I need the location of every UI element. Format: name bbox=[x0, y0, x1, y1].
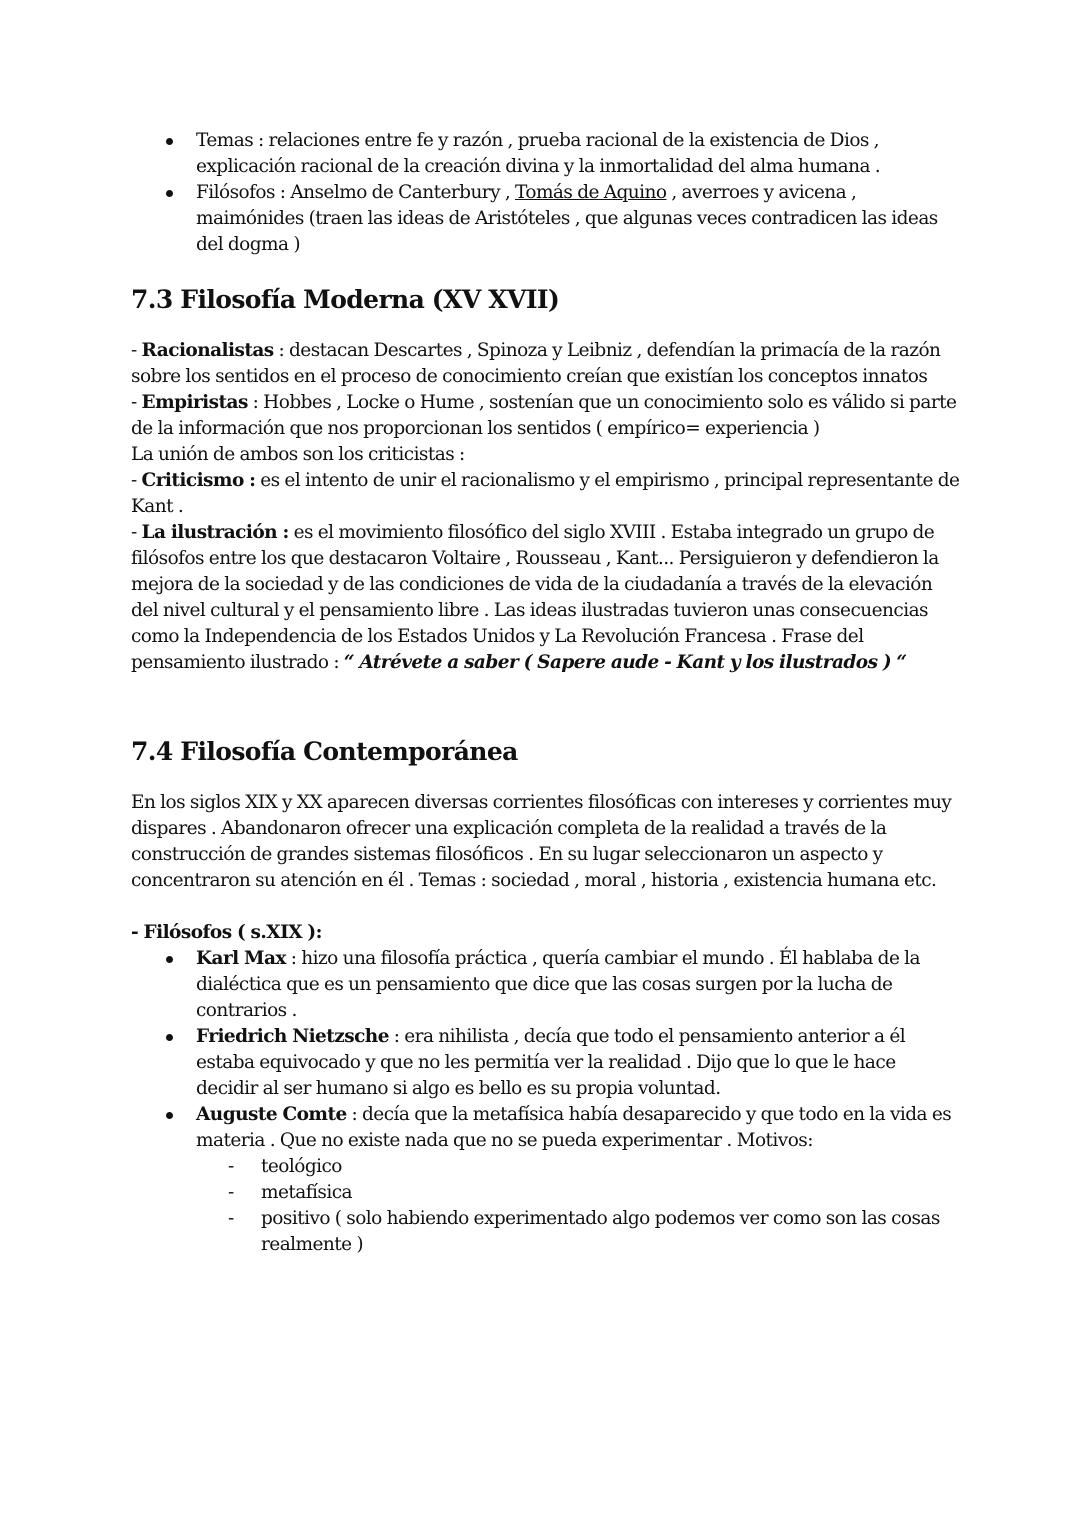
filosofo-name: Auguste Comte bbox=[196, 1104, 347, 1125]
contemporanea-intro: En los siglos XIX y XX aparecen diversas corrientes filosóficas con intereses y corrientes muy dispares . Abandonaron ofrecer una explicación completa de la realidad a través de la construcción de grandes sistemas filosóficos . En su lugar seleccionaron un aspecto y concentraron su atención en él . Temas : sociedad , moral , historia , existencia humana etc. bbox=[131, 792, 952, 891]
document-page bbox=[131, 128, 961, 1258]
criticismo-term: Criticismo : bbox=[141, 470, 256, 491]
motivos-list bbox=[196, 1154, 961, 1258]
ilustracion-text: es el movimiento filosófico del siglo XVIII . Estaba integrado un grupo de filósofos entre los que destacaron Voltaire , Rousseau , Kant... Persiguieron y defendieron la mejora de la sociedad y de las condiciones de vida de la ciudadanía a través de la elevación del nivel cultural y el pensamiento libre . Las ideas ilustradas tuvieron unas consecuencias como la Independencia de los Estados Unidos y La Revolución Francesa . Frase del pensamiento ilustrado : bbox=[131, 522, 939, 673]
ilustracion-paragraph bbox=[131, 520, 961, 676]
bullet-temas bbox=[196, 128, 961, 180]
filosofo-text: : decía que la metafísica había desaparecido y que todo en la vida es materia . Que no existe nada que no se pueda experimentar . Motivos: bbox=[196, 1104, 952, 1151]
filosofo-name: Karl Max bbox=[196, 948, 286, 969]
empiristas-text: : Hobbes , Locke o Hume , sostenían que un conocimiento solo es válido si parte de la información que nos proporcionan los sentidos ( empírico= experiencia ) bbox=[131, 392, 957, 439]
tomas-de-aquino-link[interactable]: Tomás de Aquino bbox=[515, 182, 667, 203]
filosofo-text: : hizo una filosofía práctica , quería cambiar el mundo . Él hablaba de la dialéctica que es un pensamiento que dice que las cosas surgen por la lucha de contrarios . bbox=[196, 948, 921, 1021]
racionalistas-term: Racionalistas bbox=[141, 340, 274, 361]
dash: - bbox=[131, 470, 142, 491]
criticismo-text: es el intento de unir el racionalismo y el empirismo , principal representante de Kant . bbox=[131, 470, 960, 517]
heading-7-4: 7.4 Filosofía Contemporánea bbox=[131, 737, 518, 766]
empiristas-term: Empiristas bbox=[141, 392, 248, 413]
filosofos-list bbox=[131, 946, 961, 1258]
temas-text: Temas : relaciones entre fe y razón , prueba racional de la existencia de Dios , explicación racional de la creación divina y la inmortalidad del alma humana . bbox=[196, 130, 881, 177]
dash: - bbox=[131, 392, 142, 413]
filosofos-prefix: Filósofos : Anselmo de Canterbury , bbox=[196, 182, 515, 203]
racionalistas-paragraph bbox=[131, 338, 961, 390]
filosofos-heading-text: - Filósofos ( s.XIX ): bbox=[131, 922, 322, 943]
filosofos-heading bbox=[131, 920, 961, 946]
heading-7-3: 7.3 Filosofía Moderna (XV XVII) bbox=[131, 285, 560, 314]
section-7-3-body bbox=[131, 338, 961, 676]
filosofo-comte bbox=[196, 1102, 961, 1258]
motivo-item: - teológico bbox=[261, 1154, 961, 1180]
section-7-2-bullets bbox=[131, 128, 961, 258]
dash: - bbox=[131, 522, 142, 543]
criticismo-paragraph bbox=[131, 468, 961, 520]
motivo-item: - positivo ( solo habiendo experimentado algo podemos ver como son las cosas realmente ) bbox=[261, 1206, 961, 1258]
filosofo-name: Friedrich Nietzsche bbox=[196, 1026, 389, 1047]
ilustracion-term: La ilustración : bbox=[141, 522, 289, 543]
filosofo-nietzsche bbox=[196, 1024, 961, 1102]
bullet-filosofos bbox=[196, 180, 961, 258]
filosofo-text: : era nihilista , decía que todo el pensamiento anterior a él estaba equivocado y que no les permitía ver la realidad . Dijo que lo que le hace decidir al ser humano si algo es bello es su propia voluntad. bbox=[196, 1026, 906, 1099]
dash: - bbox=[131, 340, 142, 361]
filosofos-suffix: , averroes y avicena , maimónides (traen las ideas de Aristóteles , que algunas veces contradicen las ideas del dogma ) bbox=[196, 182, 938, 255]
racionalistas-text: : destacan Descartes , Spinoza y Leibniz , defendían la primacía de la razón sobre los sentidos en el proceso de conocimiento creían que existían los conceptos innatos bbox=[131, 340, 941, 387]
union-paragraph: La unión de ambos son los criticistas : bbox=[131, 444, 465, 465]
motivo-item: - metafísica bbox=[261, 1180, 961, 1206]
sapere-aude-quote: “ Atrévete a saber ( Sapere aude - Kant y los ilustrados ) “ bbox=[343, 652, 907, 673]
filosofo-karl-max bbox=[196, 946, 961, 1024]
empiristas-paragraph bbox=[131, 390, 961, 442]
